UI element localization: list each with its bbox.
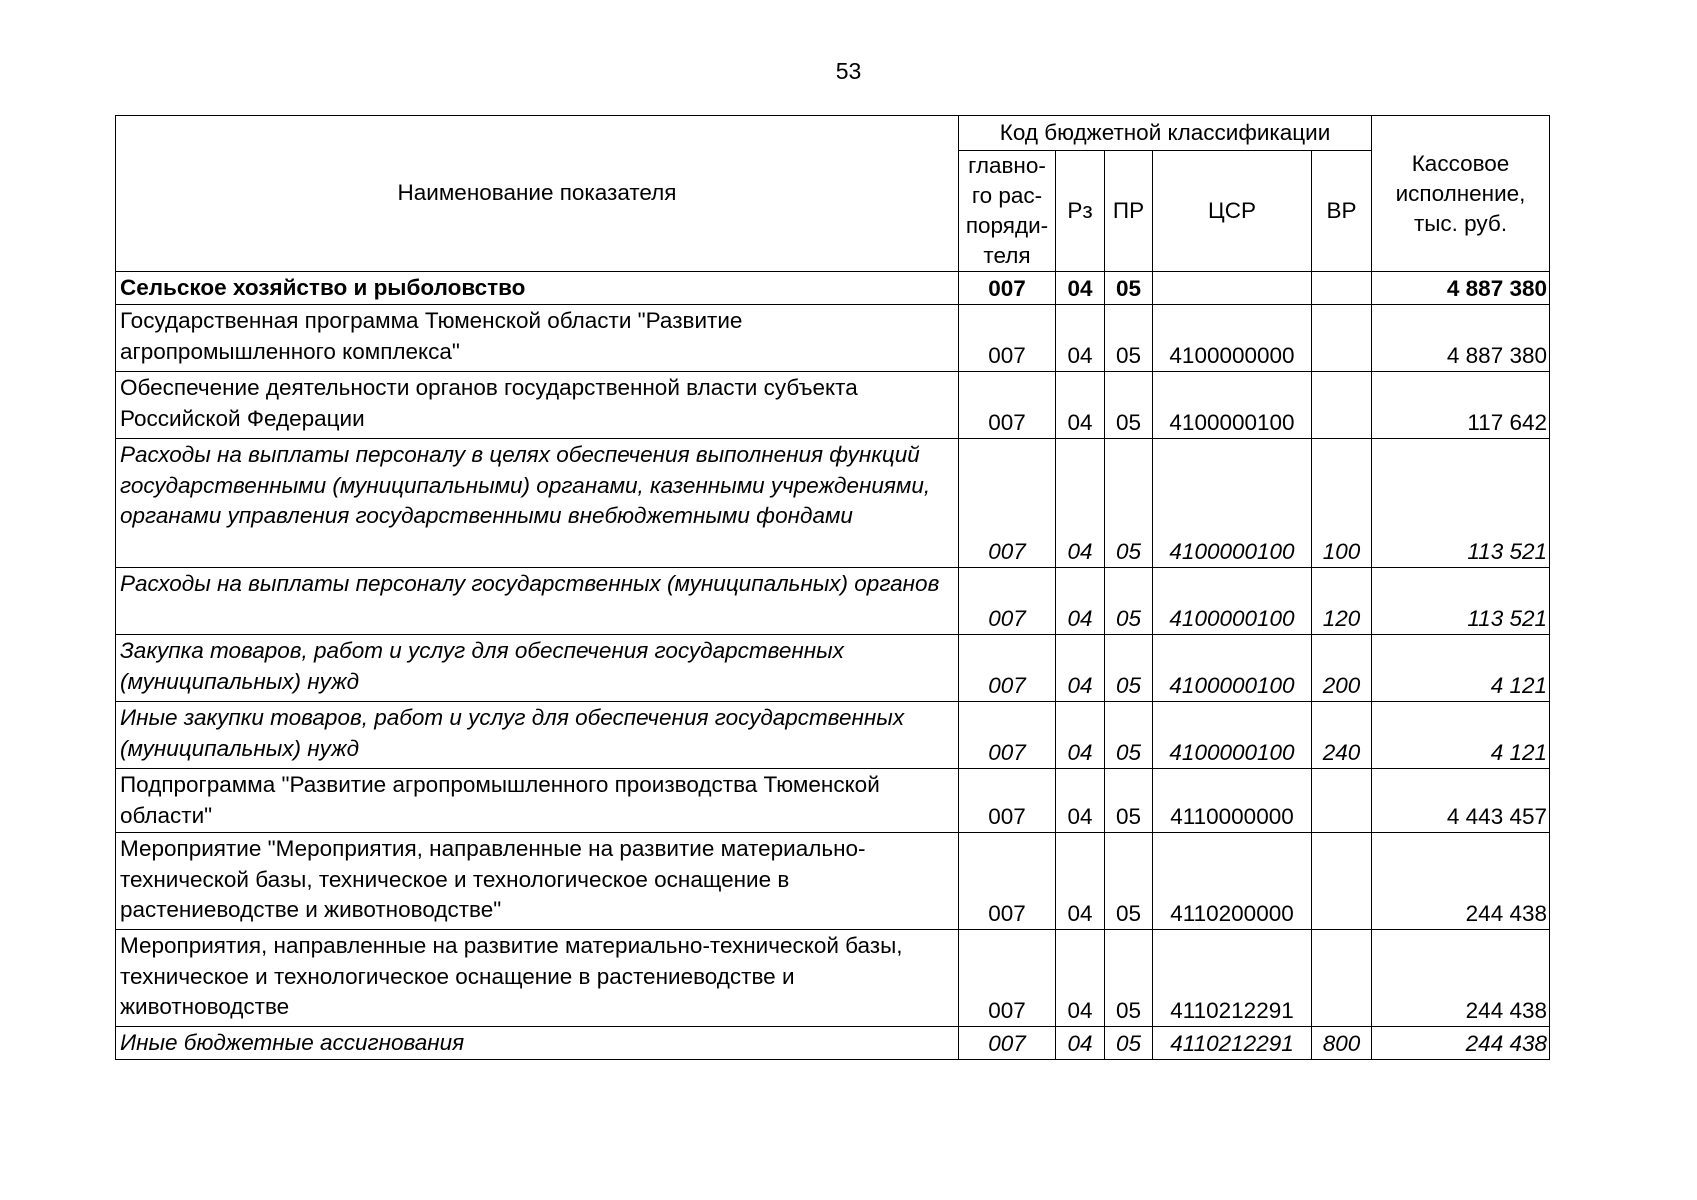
table-row — [116, 305, 1550, 372]
row-pr-cell: 05 — [1105, 305, 1153, 372]
row-name-cell: Расходы на выплаты персоналу государственных (муниципальных) органов — [116, 568, 959, 635]
row-vr-cell — [1312, 305, 1372, 372]
row-vr-cell — [1312, 833, 1372, 930]
row-name-cell: Иные закупки товаров, работ и услуг для обеспечения государственных (муниципальных) нужд — [116, 702, 959, 769]
row-amount-cell: 244 438 — [1372, 833, 1550, 930]
row-vr-cell — [1312, 272, 1372, 305]
row-rz-cell: 04 — [1056, 372, 1105, 439]
row-name-cell: Закупка товаров, работ и услуг для обеспечения государственных (муниципальных) нужд — [116, 635, 959, 702]
row-amount-cell: 113 521 — [1372, 568, 1550, 635]
row-grbs-cell: 007 — [959, 833, 1056, 930]
table-row — [116, 568, 1550, 635]
header-rz-column: Рз — [1056, 151, 1105, 272]
header-code-group: Код бюджетной классификации — [959, 116, 1372, 151]
row-amount-cell: 113 521 — [1372, 439, 1550, 568]
table-body — [116, 272, 1550, 1060]
table-row — [116, 372, 1550, 439]
row-grbs-cell: 007 — [959, 272, 1056, 305]
row-name-cell: Расходы на выплаты персоналу в целях обеспечения выполнения функций государственными (муниципальными) органами, казенными учреждениями, органами управления государственными внебюджетными фондами — [116, 439, 959, 568]
row-amount-cell: 4 121 — [1372, 702, 1550, 769]
row-rz-cell: 04 — [1056, 272, 1105, 305]
row-vr-cell — [1312, 769, 1372, 833]
header-grbs-column: главно-го рас-поряди-теля — [959, 151, 1056, 272]
table-row — [116, 635, 1550, 702]
row-vr-cell: 200 — [1312, 635, 1372, 702]
row-grbs-cell: 007 — [959, 769, 1056, 833]
header-csr-column: ЦСР — [1153, 151, 1312, 272]
row-amount-cell: 4 443 457 — [1372, 769, 1550, 833]
row-rz-cell: 04 — [1056, 1027, 1105, 1060]
row-name-cell: Мероприятие "Мероприятия, направленные на развитие материально-технической базы, техническое и технологическое оснащение в растениеводстве и животноводстве" — [116, 833, 959, 930]
row-amount-cell: 4 887 380 — [1372, 305, 1550, 372]
row-csr-cell: 4100000100 — [1153, 568, 1312, 635]
row-csr-cell: 4110200000 — [1153, 833, 1312, 930]
budget-table — [115, 115, 1550, 1060]
row-csr-cell: 4100000100 — [1153, 372, 1312, 439]
row-grbs-cell: 007 — [959, 305, 1056, 372]
row-grbs-cell: 007 — [959, 439, 1056, 568]
row-name-cell: Мероприятия, направленные на развитие материально-технической базы, техническое и технологическое оснащение в растениеводстве и животноводстве — [116, 930, 959, 1027]
row-pr-cell: 05 — [1105, 439, 1153, 568]
row-vr-cell: 120 — [1312, 568, 1372, 635]
header-pr-column: ПР — [1105, 151, 1153, 272]
row-csr-cell — [1153, 272, 1312, 305]
row-rz-cell: 04 — [1056, 702, 1105, 769]
row-grbs-cell: 007 — [959, 702, 1056, 769]
table-row — [116, 930, 1550, 1027]
row-grbs-cell: 007 — [959, 635, 1056, 702]
row-amount-cell: 244 438 — [1372, 1027, 1550, 1060]
row-grbs-cell: 007 — [959, 568, 1056, 635]
page-number: 53 — [835, 58, 862, 84]
row-pr-cell: 05 — [1105, 769, 1153, 833]
row-name-cell: Сельское хозяйство и рыболовство — [116, 272, 959, 305]
row-pr-cell: 05 — [1105, 635, 1153, 702]
row-csr-cell: 4100000100 — [1153, 702, 1312, 769]
row-amount-cell: 244 438 — [1372, 930, 1550, 1027]
row-vr-cell — [1312, 372, 1372, 439]
row-name-cell: Подпрограмма "Развитие агропромышленного производства Тюменской области" — [116, 769, 959, 833]
row-vr-cell: 800 — [1312, 1027, 1372, 1060]
row-rz-cell: 04 — [1056, 439, 1105, 568]
header-vr-column: ВР — [1312, 151, 1372, 272]
row-rz-cell: 04 — [1056, 833, 1105, 930]
row-name-cell: Иные бюджетные ассигнования — [116, 1027, 959, 1060]
table-row — [116, 833, 1550, 930]
row-grbs-cell: 007 — [959, 930, 1056, 1027]
table-row — [116, 272, 1550, 305]
row-csr-cell: 4100000100 — [1153, 635, 1312, 702]
row-rz-cell: 04 — [1056, 930, 1105, 1027]
table-row — [116, 1027, 1550, 1060]
header-amount-column: Кассовое исполнение, тыс. руб. — [1372, 116, 1550, 272]
header-name-column: Наименование показателя — [116, 116, 959, 272]
row-rz-cell: 04 — [1056, 635, 1105, 702]
row-amount-cell: 117 642 — [1372, 372, 1550, 439]
row-csr-cell: 4110212291 — [1153, 1027, 1312, 1060]
row-csr-cell: 4110212291 — [1153, 930, 1312, 1027]
row-grbs-cell: 007 — [959, 372, 1056, 439]
row-vr-cell — [1312, 930, 1372, 1027]
row-grbs-cell: 007 — [959, 1027, 1056, 1060]
row-amount-cell: 4 887 380 — [1372, 272, 1550, 305]
row-vr-cell: 100 — [1312, 439, 1372, 568]
row-pr-cell: 05 — [1105, 1027, 1153, 1060]
table-row — [116, 439, 1550, 568]
row-name-cell: Обеспечение деятельности органов государственной власти субъекта Российской Федерации — [116, 372, 959, 439]
row-csr-cell: 4100000000 — [1153, 305, 1312, 372]
table-row — [116, 769, 1550, 833]
row-pr-cell: 05 — [1105, 568, 1153, 635]
row-rz-cell: 04 — [1056, 305, 1105, 372]
row-vr-cell: 240 — [1312, 702, 1372, 769]
row-name-cell: Государственная программа Тюменской области "Развитие агропромышленного комплекса" — [116, 305, 959, 372]
row-amount-cell: 4 121 — [1372, 635, 1550, 702]
row-pr-cell: 05 — [1105, 272, 1153, 305]
row-pr-cell: 05 — [1105, 702, 1153, 769]
row-rz-cell: 04 — [1056, 568, 1105, 635]
table-row — [116, 702, 1550, 769]
row-rz-cell: 04 — [1056, 769, 1105, 833]
row-csr-cell: 4100000100 — [1153, 439, 1312, 568]
row-pr-cell: 05 — [1105, 372, 1153, 439]
row-pr-cell: 05 — [1105, 833, 1153, 930]
row-csr-cell: 4110000000 — [1153, 769, 1312, 833]
row-pr-cell: 05 — [1105, 930, 1153, 1027]
